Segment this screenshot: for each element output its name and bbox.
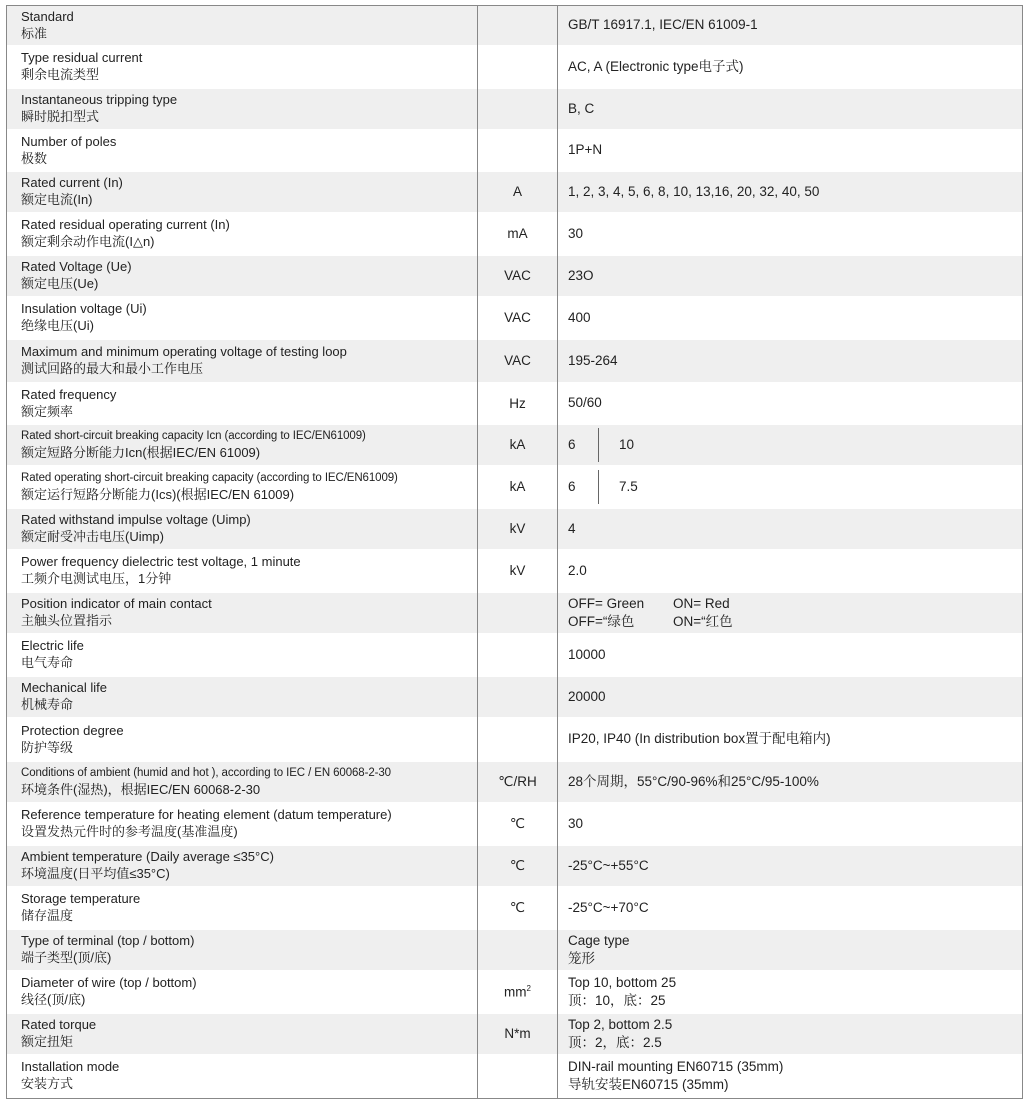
param-cell (7, 340, 478, 382)
spec-row-instantaneous-tripping (7, 89, 1023, 129)
spec-row-standard (7, 6, 1023, 45)
param-en: Position indicator of main contact (21, 596, 212, 611)
param-en: Conditions of ambient (humid and hot ), according to IEC / EN 60068-2-30 (21, 767, 391, 779)
param-en: Rated frequency (21, 386, 117, 402)
value-cell (558, 1054, 1023, 1099)
param-cn: 极数 (21, 150, 48, 166)
value-text: 1, 2, 3, 4, 5, 6, 8, 10, 13,16, 20, 32, 40, 50 (568, 183, 820, 199)
value-b: 7.5 (619, 479, 638, 494)
unit-cell: N*m (478, 1014, 558, 1054)
param-cn: 额定耐受冲击电压(Uimp) (21, 529, 164, 544)
param-en: Type of terminal (top / bottom) (21, 933, 195, 948)
value-cell (558, 970, 1023, 1014)
param-cn: 设置发热元件时的参考温度(基准温度) (21, 824, 238, 839)
value-text: -25°C~+70°C (568, 899, 649, 915)
param-cn: 绝缘电压(Ui) (21, 318, 94, 333)
param-cn: 瞬时脱扣型式 (21, 109, 100, 124)
unit-cell: kV (478, 549, 558, 593)
param-cell (7, 930, 478, 970)
spec-row-rated-torque (7, 1014, 1023, 1054)
param-en: Insulation voltage (Ui) (21, 301, 147, 316)
value-cell (558, 6, 1023, 45)
value-text-cn: 导轨安装EN60715 (35mm) (568, 1076, 729, 1092)
split-values (568, 428, 1022, 462)
param-cell (7, 886, 478, 930)
value-b: 10 (619, 437, 635, 452)
value-text: B, C (568, 100, 595, 116)
param-cn: 剩余电流类型 (21, 67, 100, 82)
spec-row-ambient-conditions (7, 762, 1023, 802)
value-text: IP20, IP40 (In distribution box置于配电箱内) (568, 731, 831, 746)
unit-cell: ℃/RH (478, 762, 558, 802)
unit-cell: VAC (478, 340, 558, 382)
param-cell (7, 45, 478, 89)
param-cell (7, 802, 478, 846)
value-cell (558, 549, 1023, 593)
param-en: Ambient temperature (Daily average ≤35°C) (21, 849, 274, 864)
param-cell (7, 465, 478, 509)
value-cell (558, 802, 1023, 846)
value-cell (558, 172, 1023, 212)
param-cell (7, 549, 478, 593)
spec-row-rated-current (7, 172, 1023, 212)
param-cn: 工频介电测试电压，1分钟 (21, 571, 172, 586)
value-a: 6 (568, 428, 599, 462)
spec-row-rated-frequency (7, 382, 1023, 425)
param-cn: 环境温度(日平均值≤35°C) (21, 866, 170, 881)
param-cn: 额定电流(In) (21, 192, 93, 207)
unit-cell: Hz (478, 382, 558, 425)
unit-cell: mA (478, 212, 558, 256)
position-cn-line (568, 613, 1022, 631)
value-cell (558, 1014, 1023, 1054)
value-text: Top 10, bottom 25 (568, 974, 677, 990)
spec-row-ambient-temperature (7, 846, 1023, 886)
unit-cell: kA (478, 425, 558, 465)
param-cell (7, 846, 478, 886)
value-cell (558, 717, 1023, 762)
value-cell (558, 593, 1023, 633)
param-en: Type residual current (21, 50, 143, 65)
unit-cell (478, 593, 558, 633)
param-en: Rated withstand impulse voltage (Uimp) (21, 512, 251, 527)
spec-row-mechanical-life (7, 677, 1023, 717)
param-cn: 额定运行短路分断能力(Ics)(根据IEC/EN 61009) (21, 487, 295, 502)
spec-row-wire-diameter (7, 970, 1023, 1014)
param-cn: 主触头位置指示 (21, 613, 113, 628)
value-text-cn: 顶：10，底：25 (568, 992, 666, 1008)
value-text: 23O (568, 267, 594, 283)
spec-row-impulse-voltage (7, 509, 1023, 549)
off-green-cn-text: OFF=“绿色 (568, 613, 635, 629)
param-en: Rated short-circuit breaking capacity Icn (according to IEC/EN61009) (21, 430, 366, 442)
unit-text: mm (504, 984, 527, 1000)
unit-superscript: 2 (526, 983, 531, 993)
value-text: 195-264 (568, 352, 618, 368)
param-cn: 储存温度 (21, 908, 74, 923)
value-text: Top 2, bottom 2.5 (568, 1016, 673, 1032)
param-cn: 额定短路分断能力Icn(根据IEC/EN 61009) (21, 445, 261, 460)
specification-table (6, 5, 1023, 1099)
value-cell (558, 296, 1023, 340)
unit-cell (478, 970, 558, 1014)
spec-row-number-of-poles (7, 129, 1023, 172)
param-cell (7, 89, 478, 129)
spec-row-testing-loop-voltage (7, 340, 1023, 382)
value-cell (558, 45, 1023, 89)
value-text: 30 (568, 225, 584, 241)
param-en: Rated torque (21, 1017, 97, 1032)
value-text: GB/T 16917.1, IEC/EN 61009-1 (568, 17, 758, 33)
unit-cell: ℃ (478, 886, 558, 930)
param-cell (7, 382, 478, 425)
unit-cell: VAC (478, 296, 558, 340)
on-red-cn-text: ON=“红色 (673, 613, 733, 629)
param-en: Installation mode (21, 1059, 120, 1075)
param-cn: 端子类型(顶/底) (21, 950, 112, 965)
value-cell (558, 509, 1023, 549)
param-en: Protection degree (21, 722, 124, 738)
unit-cell: ℃ (478, 846, 558, 886)
unit-cell (478, 677, 558, 717)
value-text: Cage type (568, 932, 630, 948)
unit-cell: kA (478, 465, 558, 509)
value-cell (558, 212, 1023, 256)
value-text: 2.0 (568, 562, 587, 578)
param-cell (7, 970, 478, 1014)
param-en: Number of poles (21, 133, 117, 149)
param-en: Electric life (21, 638, 84, 653)
value-text: 400 (568, 309, 591, 325)
param-cell (7, 762, 478, 802)
value-cell (558, 886, 1023, 930)
value-cell (558, 256, 1023, 296)
param-en: Rated current (In) (21, 175, 123, 190)
param-cell (7, 425, 478, 465)
value-cell (558, 633, 1023, 677)
value-cell (558, 129, 1023, 172)
param-cn: 额定剩余动作电流(I△n) (21, 234, 155, 249)
param-cn: 额定频率 (21, 403, 74, 419)
spec-row-position-indicator (7, 593, 1023, 633)
unit-cell (478, 6, 558, 45)
unit-cell (478, 633, 558, 677)
value-text: 50/60 (568, 395, 602, 410)
value-cell (558, 846, 1023, 886)
spec-row-insulation-voltage (7, 296, 1023, 340)
unit-cell: kV (478, 509, 558, 549)
param-en: Maximum and minimum operating voltage of testing loop (21, 344, 347, 359)
value-text: DIN-rail mounting EN60715 (35mm) (568, 1058, 784, 1074)
split-values (568, 470, 1022, 504)
param-cn: 机械寿命 (21, 697, 74, 712)
param-cell (7, 717, 478, 762)
unit-cell: A (478, 172, 558, 212)
spec-row-type-residual-current (7, 45, 1023, 89)
param-cell (7, 212, 478, 256)
value-a: 6 (568, 470, 599, 504)
value-text: 28个周期，55°C/90-96%和25°C/95-100% (568, 773, 819, 789)
param-en: Rated operating short-circuit breaking capacity (according to IEC/EN61009) (21, 472, 398, 484)
param-cn: 额定电压(Ue) (21, 276, 99, 291)
position-en-line (568, 595, 1022, 613)
on-red-text: ON= Red (673, 595, 730, 611)
value-text-cn: 笼形 (568, 950, 595, 966)
param-cell (7, 129, 478, 172)
value-text: 30 (568, 815, 584, 831)
spec-row-rated-residual-operating-current (7, 212, 1023, 256)
unit-cell (478, 89, 558, 129)
value-text: 20000 (568, 688, 606, 704)
value-text: 1P+N (568, 142, 603, 157)
param-cn: 标准 (21, 25, 48, 41)
value-cell (558, 677, 1023, 717)
param-en: Diameter of wire (top / bottom) (21, 975, 197, 990)
param-en: Mechanical life (21, 680, 107, 695)
param-cn: 电气寿命 (21, 655, 74, 670)
param-cell (7, 1054, 478, 1099)
unit-cell: VAC (478, 256, 558, 296)
value-cell (558, 340, 1023, 382)
param-en: Storage temperature (21, 891, 141, 906)
unit-cell (478, 45, 558, 89)
spec-row-breaking-capacity-icn (7, 425, 1023, 465)
unit-cell (478, 930, 558, 970)
param-en: Rated residual operating current (In) (21, 217, 230, 232)
unit-cell (478, 717, 558, 762)
unit-cell (478, 129, 558, 172)
param-cell (7, 593, 478, 633)
param-cn: 测试回路的最大和最小工作电压 (21, 361, 204, 376)
spec-row-installation-mode (7, 1054, 1023, 1099)
value-cell (558, 762, 1023, 802)
param-en: Power frequency dielectric test voltage, 1 minute (21, 554, 301, 569)
spec-row-protection-degree (7, 717, 1023, 762)
off-green-text: OFF= Green (568, 595, 645, 611)
param-cell (7, 296, 478, 340)
unit-cell: ℃ (478, 802, 558, 846)
param-cell (7, 633, 478, 677)
spec-row-storage-temperature (7, 886, 1023, 930)
value-cell (558, 425, 1023, 465)
spec-row-breaking-capacity-ics (7, 465, 1023, 509)
spec-row-rated-voltage (7, 256, 1023, 296)
param-cell (7, 6, 478, 45)
spec-row-reference-temperature (7, 802, 1023, 846)
spec-row-electric-life (7, 633, 1023, 677)
value-cell (558, 465, 1023, 509)
param-en: Standard (21, 8, 74, 24)
param-cn: 线径(顶/底) (21, 992, 86, 1007)
value-text: 10000 (568, 646, 606, 662)
value-text: -25°C~+55°C (568, 857, 649, 873)
spec-row-dielectric-test-voltage (7, 549, 1023, 593)
value-text: 4 (568, 520, 576, 536)
value-cell (558, 89, 1023, 129)
value-text-cn: 顶：2，底：2.5 (568, 1034, 662, 1050)
value-cell (558, 930, 1023, 970)
param-en: Reference temperature for heating element (datum temperature) (21, 807, 392, 822)
param-cell (7, 509, 478, 549)
spec-row-terminal-type (7, 930, 1023, 970)
param-cn: 防护等级 (21, 739, 74, 755)
param-en: Instantaneous tripping type (21, 92, 178, 107)
unit-cell (478, 1054, 558, 1099)
param-en: Rated Voltage (Ue) (21, 259, 132, 274)
param-cn: 环境条件(湿热)，根据IEC/EN 60068-2-30 (21, 782, 261, 797)
param-cell (7, 677, 478, 717)
param-cn: 额定扭矩 (21, 1034, 74, 1049)
param-cell (7, 172, 478, 212)
param-cell (7, 256, 478, 296)
param-cell (7, 1014, 478, 1054)
value-text: AC, A (Electronic type电子式) (568, 58, 744, 74)
value-cell (558, 382, 1023, 425)
param-cn: 安装方式 (21, 1076, 74, 1092)
